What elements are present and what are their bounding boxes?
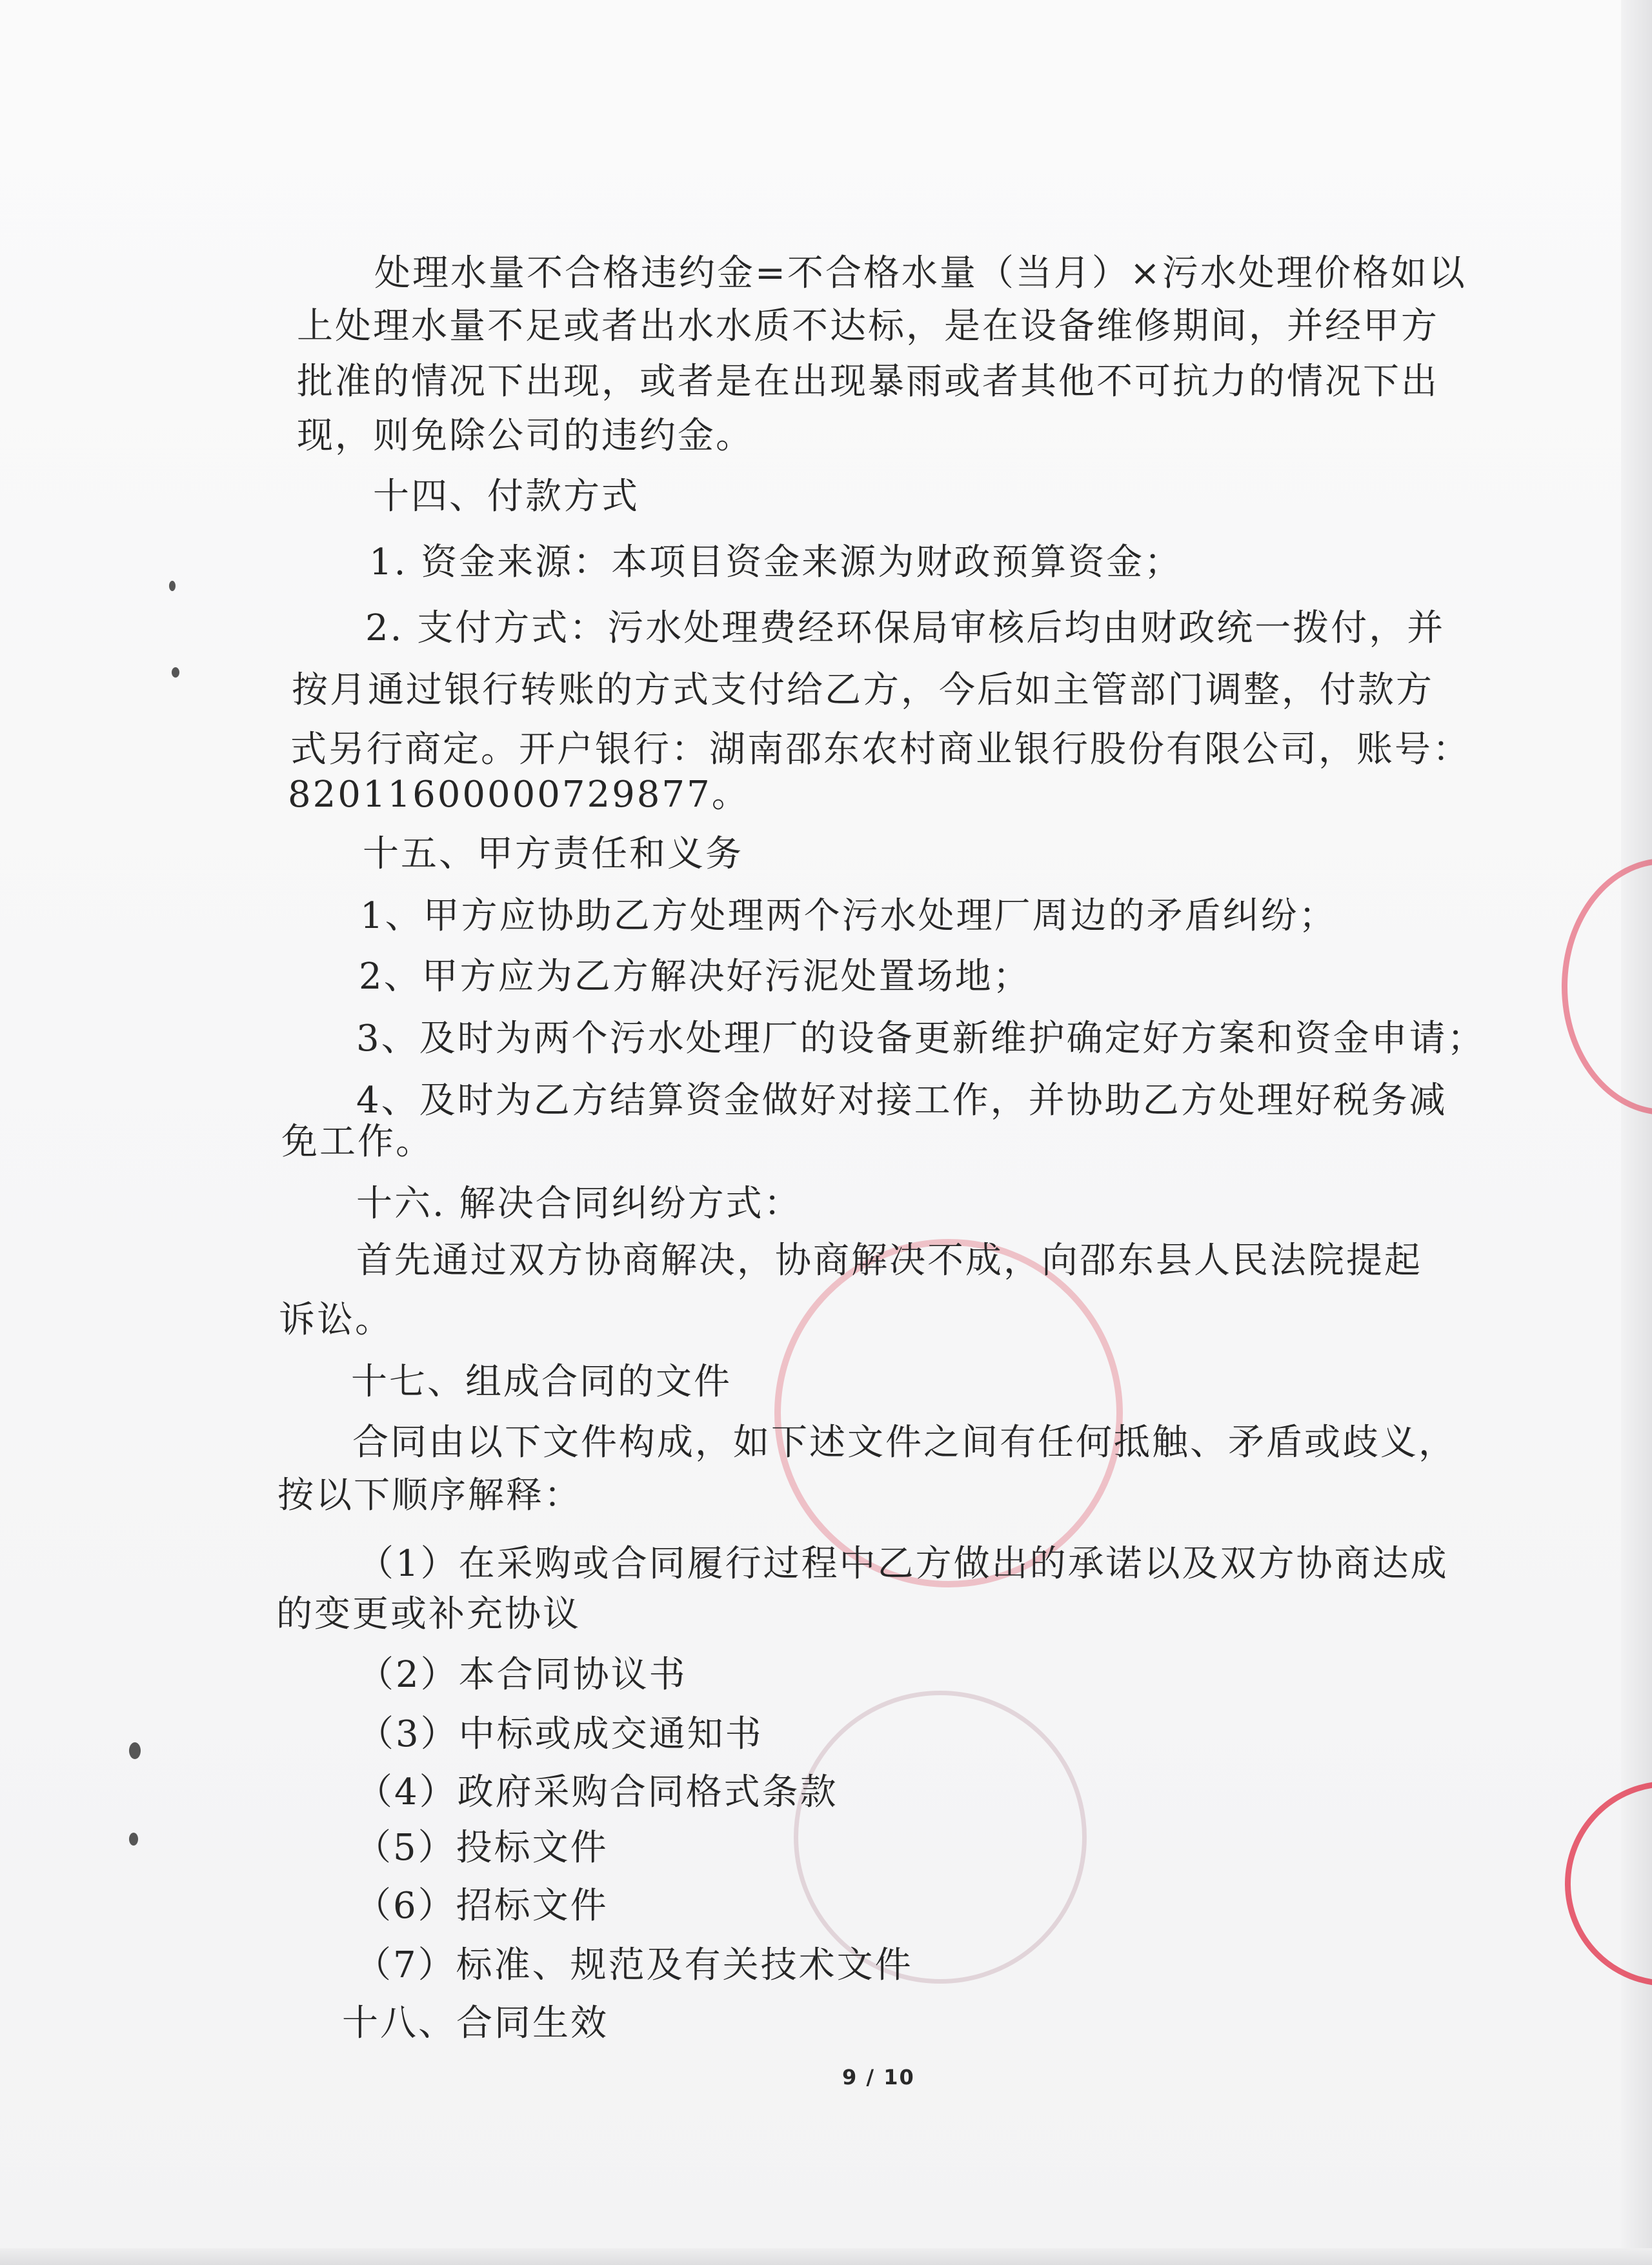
body-line: 诉讼。 <box>279 1299 393 1341</box>
list-item: （7）标准、规范及有关技术文件 <box>355 1944 913 1986</box>
list-item: （2）本合同协议书 <box>358 1654 687 1696</box>
body-line: 的变更或补充协议 <box>276 1593 581 1635</box>
body-line: 82011600000729877。 <box>288 774 750 816</box>
section-heading: 十八、合同生效 <box>342 2002 609 2044</box>
body-line: 2. 支付方式：污水处理费经环保局审核后均由财政统一拨付，并 <box>365 607 1446 649</box>
body-line: 处理水量不合格违约金=不合格水量（当月）×污水处理价格如以 <box>374 252 1467 294</box>
list-item: （5）投标文件 <box>355 1827 609 1869</box>
section-heading: 十四、付款方式 <box>373 476 640 518</box>
list-item: （3）中标或成交通知书 <box>358 1713 763 1755</box>
body-line: 按以下顺序解释： <box>277 1475 582 1516</box>
page-number: 9 / 10 <box>842 2065 915 2089</box>
body-line: 批准的情况下出现，或者是在出现暴雨或者其他不可抗力的情况下出 <box>297 361 1439 403</box>
body-line: 按月通过银行转账的方式支付给乙方，今后如主管部门调整，付款方 <box>292 669 1434 711</box>
body-line: 1. 资金来源：本项目资金来源为财政预算资金； <box>369 541 1183 583</box>
body-line: 4、及时为乙方结算资金做好对接工作，并协助乙方处理好税务减 <box>356 1080 1447 1122</box>
body-line: 2、甲方应为乙方解决好污泥处置场地； <box>359 956 1031 998</box>
body-line: 3、及时为两个污水处理厂的设备更新维护确定好方案和资金申请； <box>356 1018 1486 1060</box>
body-line: 合同由以下文件构成，如下述文件之间有任何抵触、矛盾或歧义， <box>352 1422 1456 1464</box>
body-line: 式另行商定。开户银行：湖南邵东农村商业银行股份有限公司，账号： <box>290 729 1471 770</box>
body-line: 上处理水量不足或者出水水质不达标，是在设备维修期间，并经甲方 <box>297 305 1439 347</box>
body-line: （1）在采购或合同履行过程中乙方做出的承诺以及双方协商达成 <box>358 1543 1449 1585</box>
list-item: （6）招标文件 <box>355 1885 609 1927</box>
section-heading: 十七、组成合同的文件 <box>351 1361 732 1403</box>
body-line: 首先通过双方协商解决，协商解决不成，向邵东县人民法院提起 <box>356 1240 1422 1282</box>
body-line: 免工作。 <box>281 1121 434 1163</box>
section-heading: 十五、甲方责任和义务 <box>363 833 743 875</box>
section-heading: 十六. 解决合同纠纷方式： <box>356 1183 802 1225</box>
body-line: 现，则免除公司的违约金。 <box>297 415 754 457</box>
list-item: （4）政府采购合同格式条款 <box>356 1771 838 1813</box>
body-line: 1、甲方应协助乙方处理两个污水处理厂周边的矛盾纠纷； <box>360 895 1337 937</box>
